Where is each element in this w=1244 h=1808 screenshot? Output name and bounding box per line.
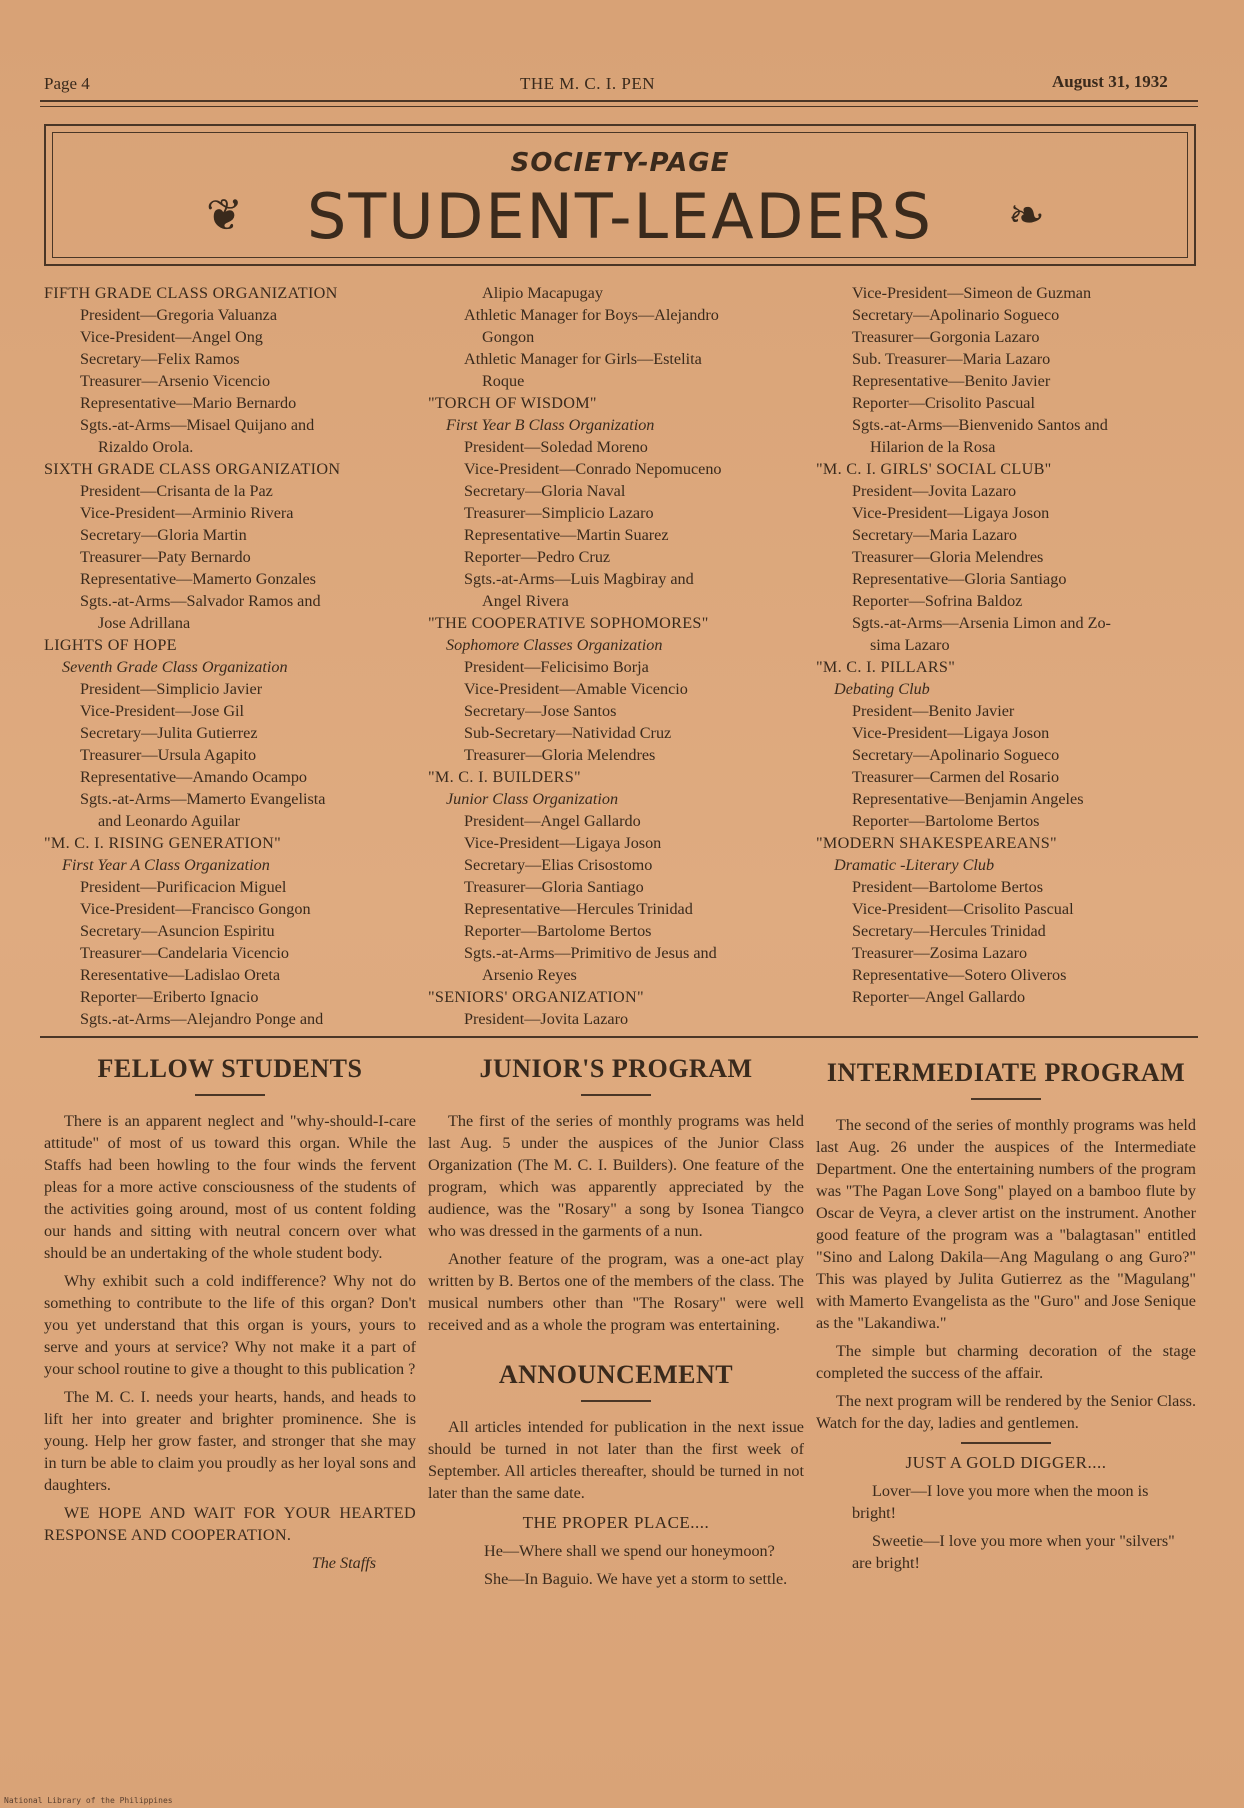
- paragraph: The first of the series of monthly programs was held last Aug. 5 under the auspices of the Junior Class Organization (The M. C. I. Builders). One feature of the program, which was apparently appreciated by the audience, was the "Rosary" a song by Isonea Tiangco who was dressed in the garments of a nun.: [428, 1112, 804, 1240]
- officer-line: Representative—Benito Javier: [852, 372, 1051, 390]
- dialogue-line: Sweetie—I love you more when your "silvers" are bright!: [852, 1532, 1175, 1572]
- organization-heading: FIFTH GRADE CLASS ORGANIZATION: [44, 284, 338, 302]
- organization-heading: LIGHTS OF HOPE: [44, 636, 177, 654]
- paragraph: The second of the series of monthly programs was held last Aug. 26 under the auspices of the Intermediate Department. One the entertaining numbers of the program was "The Pagan Love Song" played on a bamboo flute by Oscar de Veyra, a clever artist on the instrument. Another good feature of the program was a "balagtasan" entitled "Sino and Lalong Dakila—Ang Magulang o ang Guro?" This was played by Julita Gutierrez as the "Magulang" with Mamerto Evangelista as the "Guro" and Jose Senique as the "Lakandiwa.": [816, 1116, 1196, 1332]
- officer-line: Sub-Secretary—Natividad Cruz: [464, 724, 672, 742]
- officer-line: Vice-President—Angel Ong: [80, 328, 263, 346]
- fellow-students-article: [44, 1054, 416, 1580]
- officer-line: President—Simplicio Javier: [80, 680, 263, 698]
- officer-line: Alipio Macapugay: [482, 284, 603, 302]
- section-divider: [40, 1036, 1198, 1038]
- officer-line: Reporter—Angel Gallardo: [852, 988, 1026, 1006]
- paragraph: WE HOPE AND WAIT FOR YOUR HEARTED RESPONSE AND COOPERATION.: [44, 1504, 416, 1544]
- officer-line: Representative—Martin Suarez: [464, 526, 669, 544]
- dialogue-line: She—In Baguio. We have yet a storm to settle.: [484, 1570, 788, 1588]
- organization-heading: "M. C. I. RISING GENERATION": [44, 834, 281, 852]
- officer-line: Sgts.-at-Arms—Alejandro Ponge and: [80, 1010, 324, 1028]
- organization-heading: "SENIORS' ORGANIZATION": [428, 988, 644, 1006]
- officer-line: Sgts.-at-Arms—Luis Magbiray and: [464, 570, 694, 588]
- organization-heading: "MODERN SHAKESPEAREANS": [816, 834, 1057, 852]
- officer-line: sima Lazaro: [870, 636, 950, 654]
- officer-line: President—Angel Gallardo: [464, 812, 641, 830]
- officer-line: President—Purificacion Miguel: [80, 878, 287, 896]
- officer-line: Vice-President—Ligaya Joson: [852, 504, 1050, 522]
- paragraph: There is an apparent neglect and "why-should-I-care attitude" of most of us toward this organ. While the Staffs had been howling to the four winds the fervent pleas for a more active consciousness of the students of the activities going around, most of us content folding our hands and sitting with neutral concern over what should be an undertaking of the whole student body.: [44, 1112, 416, 1262]
- header-rule-thin: [40, 106, 1198, 107]
- article-title: INTERMEDIATE PROGRAM: [826, 1058, 1186, 1087]
- title-underline: [971, 1098, 1041, 1100]
- officer-line: Vice-President—Conrado Nepomuceno: [464, 460, 722, 478]
- officer-line: Treasurer—Gloria Melendres: [852, 548, 1044, 566]
- officer-line: Reporter—Bartolome Bertos: [464, 922, 652, 940]
- officer-line: Sgts.-at-Arms—Misael Quijano and: [80, 416, 315, 434]
- organization-heading: "THE COOPERATIVE SOPHOMORES": [428, 614, 709, 632]
- paragraph: The next program will be rendered by the Senior Class. Watch for the day, ladies and gentlemen.: [816, 1392, 1196, 1432]
- officer-line: Representative—Mario Bernardo: [80, 394, 297, 412]
- paper-name: THE M. C. I. PEN: [520, 74, 656, 93]
- officer-line: Gongon: [482, 328, 535, 346]
- organization-heading: "M. C. I. BUILDERS": [428, 768, 581, 786]
- article-title: FELLOW STUDENTS: [97, 1054, 363, 1083]
- officer-line: President—Benito Javier: [852, 702, 1015, 720]
- officer-line: Reporter—Pedro Cruz: [464, 548, 611, 566]
- officer-line: Sgts.-at-Arms—Mamerto Evangelista: [80, 790, 326, 808]
- article-title: JUNIOR'S PROGRAM: [479, 1054, 753, 1083]
- organization-heading: "TORCH OF WISDOM": [428, 394, 597, 412]
- officer-line: Secretary—Asuncion Espiritu: [80, 922, 275, 940]
- page-title: STUDENT-LEADERS: [307, 180, 933, 253]
- officer-line: Secretary—Julita Gutierrez: [80, 724, 258, 742]
- officer-line: Treasurer—Paty Bernardo: [80, 548, 251, 566]
- library-credit: National Library of the Philippines: [4, 1796, 173, 1805]
- floral-ornament-icon: ❧: [1008, 191, 1045, 240]
- officer-line: Treasurer—Gloria Melendres: [464, 746, 656, 764]
- officer-line: Treasurer—Ursula Agapito: [80, 746, 257, 764]
- officer-line: President—Crisanta de la Paz: [80, 482, 273, 500]
- officer-line: Vice-President—Francisco Gongon: [80, 900, 311, 918]
- officer-line: Vice-President—Simeon de Guzman: [852, 284, 1092, 302]
- officer-line: Reporter—Eriberto Ignacio: [80, 988, 259, 1006]
- organization-subtitle: First Year A Class Organization: [62, 856, 270, 874]
- officer-line: President—Bartolome Bertos: [852, 878, 1044, 896]
- issue-date: August 31, 1932: [1052, 72, 1168, 91]
- officer-line: President—Felicisimo Borja: [464, 658, 649, 676]
- officer-line: Secretary—Maria Lazaro: [852, 526, 1017, 544]
- officer-line: Sgts.-at-Arms—Salvador Ramos and: [80, 592, 321, 610]
- section-label: SOCIETY-PAGE: [510, 148, 730, 178]
- paragraph: The M. C. I. needs your hearts, hands, and heads to lift her into greater and brighter prominence. She is young. Help her grow faster, and stronger that she may in turn be able to claim you proudly as her loyal sons and daughters.: [44, 1388, 416, 1494]
- organization-subtitle: First Year B Class Organization: [446, 416, 655, 434]
- page-number: Page 4: [44, 74, 90, 93]
- juniors-program-article: [428, 1054, 804, 1596]
- officer-line: Secretary—Gloria Martin: [80, 526, 247, 544]
- officer-line: Vice-President—Ligaya Joson: [464, 834, 662, 852]
- officer-line: Representative—Sotero Oliveros: [852, 966, 1067, 984]
- dialogue-line: He—Where shall we spend our honeymoon?: [484, 1542, 775, 1560]
- officer-line: Treasurer—Carmen del Rosario: [852, 768, 1060, 786]
- paragraph: The simple but charming decoration of the stage completed the success of the affair.: [816, 1342, 1196, 1382]
- officers-column-2: [428, 282, 808, 1030]
- officer-line: Secretary—Apolinario Sogueco: [852, 746, 1060, 764]
- officer-line: Athletic Manager for Boys—Alejandro: [464, 306, 719, 324]
- officer-line: President—Soledad Moreno: [464, 438, 648, 456]
- officer-line: Sgts.-at-Arms—Bienvenido Santos and: [852, 416, 1108, 434]
- officer-line: Treasurer—Gloria Santiago: [464, 878, 644, 896]
- article-title: ANNOUNCEMENT: [498, 1360, 734, 1389]
- paragraph: All articles intended for publication in the next issue should be turned in not later than the first week of September. All articles thereafter, should be turned in not later than the same date.: [428, 1418, 804, 1502]
- officer-line: Treasurer—Zosima Lazaro: [852, 944, 1028, 962]
- officer-line: Treasurer—Arsenio Vicencio: [80, 372, 271, 390]
- officer-line: Sgts.-at-Arms—Arsenia Limon and Zo-: [852, 614, 1111, 632]
- officer-line: Arsenio Reyes: [482, 966, 577, 984]
- officer-line: Vice-President—Ligaya Joson: [852, 724, 1050, 742]
- officer-line: Representative—Hercules Trinidad: [464, 900, 693, 918]
- title-underline: [195, 1094, 265, 1096]
- divider: [961, 1442, 1051, 1444]
- officer-line: Representative—Gloria Santiago: [852, 570, 1067, 588]
- floral-ornament-icon: ❦: [206, 191, 243, 240]
- paragraph: Why exhibit such a cold indifference? Why not do something to contribute to the life of this organ? Don't you yet understand that this organ is yours, yours to serve and yours at service? Why not make it a part of your school routine to give a thought to this publication ?: [44, 1272, 416, 1378]
- officer-line: Reporter—Crisolito Pascual: [852, 394, 1035, 412]
- officer-line: Vice-President—Crisolito Pascual: [852, 900, 1074, 918]
- intermediate-program-article: [816, 1058, 1196, 1580]
- paragraph: Another feature of the program, was a one-act play written by B. Bertos one of the members of the class. The musical numbers other than "The Rosary" were well received and as a whole the program was entertaining.: [428, 1250, 804, 1334]
- officer-line: and Leonardo Aguilar: [98, 812, 241, 830]
- organization-subtitle: Seventh Grade Class Organization: [62, 658, 288, 676]
- officer-line: Reresentative—Ladislao Oreta: [80, 966, 281, 984]
- officer-line: Reporter—Bartolome Bertos: [852, 812, 1040, 830]
- officer-line: Sub. Treasurer—Maria Lazaro: [852, 350, 1051, 368]
- organization-subtitle: Sophomore Classes Organization: [446, 636, 663, 654]
- officer-line: Rizaldo Orola.: [98, 438, 194, 456]
- subheading: JUST A GOLD DIGGER....: [905, 1453, 1107, 1472]
- organization-heading: "M. C. I. PILLARS": [816, 658, 956, 676]
- officer-line: Athletic Manager for Girls—Estelita: [464, 350, 702, 368]
- officer-line: Secretary—Elias Crisostomo: [464, 856, 653, 874]
- officers-column-3: [816, 282, 1196, 1008]
- officer-line: Sgts.-at-Arms—Primitivo de Jesus and: [464, 944, 717, 962]
- officer-line: Secretary—Jose Santos: [464, 702, 617, 720]
- officer-line: Treasurer—Simplicio Lazaro: [464, 504, 654, 522]
- organization-heading: SIXTH GRADE CLASS ORGANIZATION: [44, 460, 341, 478]
- officer-line: Vice-President—Amable Vicencio: [464, 680, 688, 698]
- officer-line: Representative—Mamerto Gonzales: [80, 570, 316, 588]
- officer-line: President—Jovita Lazaro: [464, 1010, 629, 1028]
- officer-line: Treasurer—Gorgonia Lazaro: [852, 328, 1040, 346]
- officer-line: Secretary—Gloria Naval: [464, 482, 626, 500]
- officer-line: Reporter—Sofrina Baldoz: [852, 592, 1023, 610]
- title-underline: [581, 1094, 651, 1096]
- officer-line: Roque: [482, 372, 525, 390]
- officer-line: Vice-President—Jose Gil: [80, 702, 245, 720]
- section-banner: [44, 124, 1196, 266]
- organization-subtitle: Dramatic -Literary Club: [834, 856, 995, 874]
- officer-line: President—Gregoria Valuanza: [80, 306, 278, 324]
- officer-line: Vice-President—Arminio Rivera: [80, 504, 294, 522]
- officer-line: Angel Rivera: [482, 592, 569, 610]
- organization-heading: "M. C. I. GIRLS' SOCIAL CLUB": [816, 460, 1052, 478]
- officers-column-1: [44, 282, 424, 1030]
- organization-subtitle: Junior Class Organization: [446, 790, 619, 808]
- officer-line: Representative—Benjamin Angeles: [852, 790, 1084, 808]
- officer-line: Secretary—Apolinario Sogueco: [852, 306, 1060, 324]
- title-underline: [581, 1400, 651, 1402]
- officer-line: Representative—Amando Ocampo: [80, 768, 308, 786]
- officer-line: Hilarion de la Rosa: [870, 438, 996, 456]
- signature: The Staffs: [311, 1554, 376, 1572]
- organization-subtitle: Debating Club: [834, 680, 930, 698]
- header-rule: [40, 100, 1198, 102]
- officer-line: Secretary—Felix Ramos: [80, 350, 240, 368]
- officer-line: Secretary—Hercules Trinidad: [852, 922, 1046, 940]
- dialogue-line: Lover—I love you more when the moon is bright!: [852, 1482, 1149, 1522]
- officer-line: Jose Adrillana: [98, 614, 191, 632]
- officer-line: Treasurer—Candelaria Vicencio: [80, 944, 289, 962]
- officer-line: President—Jovita Lazaro: [852, 482, 1017, 500]
- subheading: THE PROPER PLACE....: [522, 1513, 710, 1532]
